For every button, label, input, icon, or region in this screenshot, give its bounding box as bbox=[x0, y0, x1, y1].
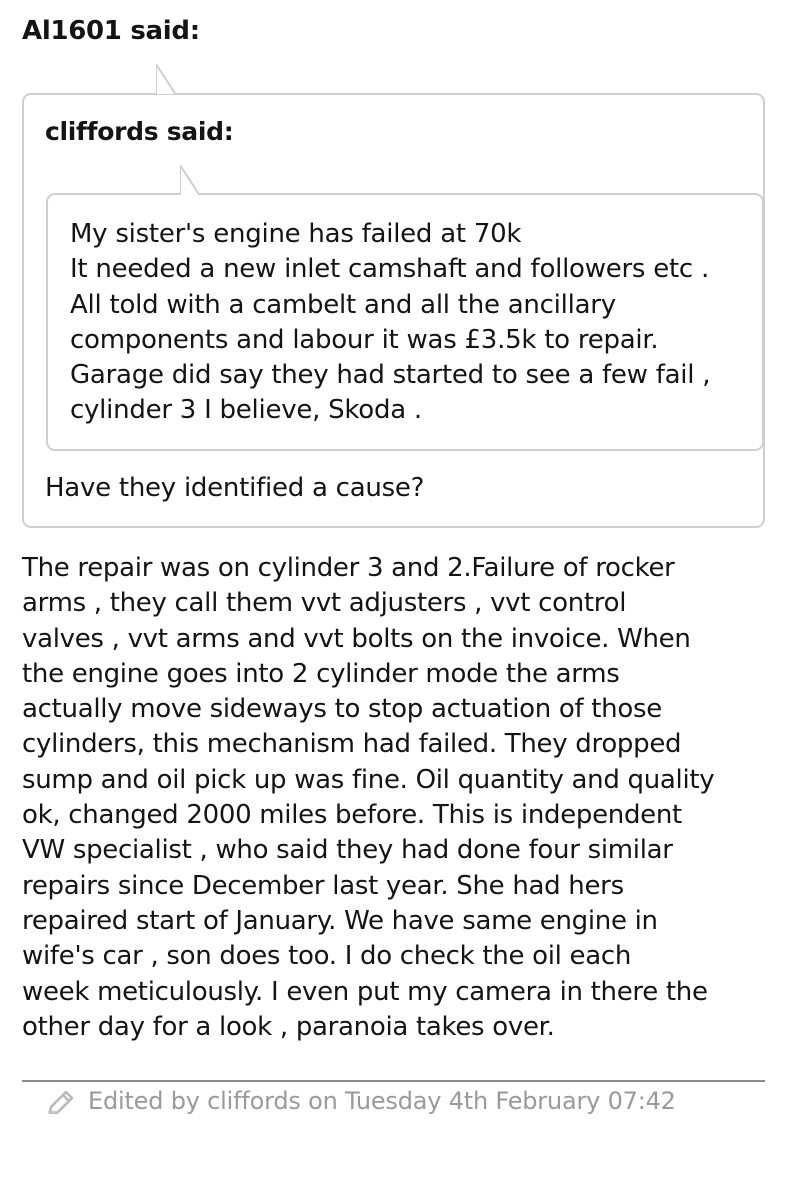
outer-quote-box bbox=[22, 93, 765, 528]
edit-note bbox=[46, 1087, 676, 1115]
outer-quote-reply: Have they identified a cause? bbox=[45, 473, 425, 503]
post-body: The repair was on cylinder 3 and 2.Failure of rocker arms , they call them vvt adjusters , vvt control valves , vvt arms and vvt bolts on the invoice. When the engine goes into 2 cylinder mode the arms actually move sideways to stop actuation of those cylinders, this mechanism had failed. They dropped sump and oil pick up was fine. Oil quantity and quality ok, changed 2000 miles before. This is independent VW specialist , who said they had done four similar repairs since December last year. She had hers repaired start of January. We have same engine in wife's car , son does too. I do check the oil each week meticulously. I even put my camera in there the other day for a look , paranoia takes over. bbox=[22, 553, 715, 1042]
pencil-icon bbox=[46, 1088, 78, 1114]
inner-quote-text: My sister's engine has failed at 70k It needed a new inlet camshaft and followers etc . All told with a cambelt and all the ancillary components and labour it was £3.5k to repair. Garage did say they had started to see a few fail , cylinder 3 I believe, Skoda . bbox=[70, 219, 711, 426]
edit-note-text: Edited by cliffords on Tuesday 4th February 07:42 bbox=[88, 1087, 676, 1115]
inner-quote-tail bbox=[180, 165, 200, 195]
inner-quote-attribution[interactable]: cliffords said: bbox=[45, 117, 234, 146]
inner-quote-box bbox=[46, 193, 764, 451]
outer-quote-tail bbox=[156, 64, 176, 94]
edit-divider bbox=[22, 1080, 765, 1082]
outer-quote-attribution[interactable]: Al1601 said: bbox=[22, 16, 200, 46]
